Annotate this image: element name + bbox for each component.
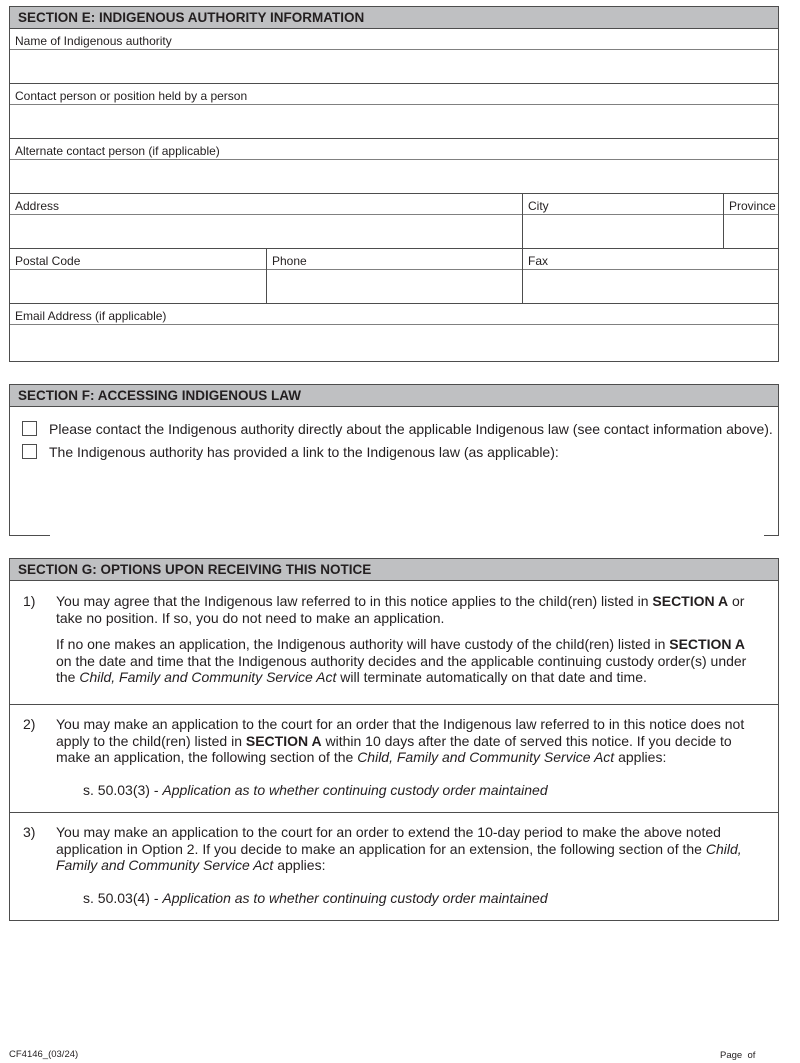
phone-label: Phone [267, 249, 522, 270]
contact-authority-label: Please contact the Indigenous authority directly about the applicable Indigenous law (see contact information above). [49, 420, 773, 437]
email-label: Email Address (if applicable) [10, 304, 778, 325]
postal-code-input[interactable] [10, 270, 266, 303]
option-2-number: 2) [23, 716, 36, 732]
contact-label: Contact person or position held by a person [10, 84, 778, 105]
text: applies: [273, 857, 326, 873]
link-provided-checkbox[interactable] [22, 444, 37, 459]
contact-cell [10, 84, 778, 138]
name-label: Name of Indigenous authority [10, 29, 778, 50]
section-a-ref: SECTION A [669, 636, 745, 652]
email-input[interactable] [10, 325, 778, 358]
option-3-paragraph [56, 824, 764, 874]
option-3-number: 3) [23, 824, 36, 840]
option-2-citation [56, 782, 764, 799]
postal-code-cell [10, 249, 267, 303]
section-a-ref: SECTION A [652, 593, 729, 609]
citation-section: s. 50.03(3) - [83, 781, 163, 798]
option-2-body [56, 716, 778, 812]
postal-code-label: Postal Code [10, 249, 266, 270]
address-label: Address [10, 194, 522, 215]
option-3-citation [56, 890, 764, 907]
page-number: Page of [720, 1050, 756, 1061]
text: If no one makes an application, the Indigenous authority will have custody of the child(ren) listed in [56, 636, 670, 652]
citation-title: Application as to whether continuing custody order maintained [162, 889, 548, 906]
name-row [10, 29, 778, 84]
text: You may agree that the Indigenous law referred to in this notice applies to the child(ren) listed in [56, 593, 653, 609]
text: will terminate automatically on that date and time. [336, 669, 647, 685]
text: applies: [614, 749, 667, 765]
address-cell [10, 194, 523, 248]
email-row [10, 304, 778, 358]
section-a-ref: SECTION A [245, 732, 322, 749]
section-e-indigenous-authority [9, 6, 779, 362]
option-3 [10, 813, 778, 906]
phone-cell [267, 249, 523, 303]
name-cell [10, 29, 778, 83]
indigenous-authority-name-input[interactable] [10, 50, 778, 83]
alternate-label: Alternate contact person (if applicable) [10, 139, 778, 160]
option-1-paragraph-2 [56, 636, 764, 686]
citation-section: s. 50.03(4) - [83, 889, 163, 906]
text: You may make an application to the court for an order that the Indigenous law referred to in this notice does not apply to the child(ren) listed in [56, 716, 745, 749]
section-g-title: SECTION G: OPTIONS UPON RECEIVING THIS NOTICE [10, 559, 778, 581]
email-cell [10, 304, 778, 358]
contact-row [10, 84, 778, 139]
section-f-accessing-law [9, 384, 779, 536]
link-provided-option [10, 440, 778, 463]
option-1 [10, 581, 778, 705]
alternate-contact-input[interactable] [10, 160, 778, 193]
text: within 10 days after the date of served this notice. If you decide to make an application, the following section of the [56, 732, 732, 765]
fax-cell [523, 249, 778, 303]
city-input[interactable] [523, 215, 723, 248]
contact-person-input[interactable] [10, 105, 778, 138]
address-row [10, 194, 778, 249]
act-title: Child, Family and Community Service Act [357, 749, 615, 765]
form-code: CF4146_(03/24) [9, 1049, 79, 1060]
province-label: Province [724, 194, 778, 215]
option-2 [10, 705, 778, 813]
section-g-options [9, 558, 779, 921]
text: You may make an application to the court for an order to extend the 10-day period to make the above noted application in Option 2. If you decide to make an application for an extension, the following section of the [56, 824, 721, 857]
contact-authority-checkbox[interactable] [22, 421, 37, 436]
section-f-title: SECTION F: ACCESSING INDIGENOUS LAW [10, 385, 778, 407]
indigenous-law-link-input[interactable] [50, 467, 764, 537]
option-1-body [56, 593, 778, 704]
option-1-number: 1) [23, 593, 36, 609]
contact-authority-option [10, 417, 778, 440]
option-1-paragraph-1 [56, 593, 764, 626]
postal-phone-fax-row [10, 249, 778, 304]
city-label: City [523, 194, 723, 215]
link-provided-label: The Indigenous authority has provided a link to the Indigenous law (as applicable): [49, 443, 559, 460]
city-cell [523, 194, 724, 248]
act-title: Child, Family and Community Service Act [56, 840, 742, 873]
alternate-cell [10, 139, 778, 193]
text: or take no position. If so, you do not need to make an application. [56, 593, 745, 626]
option-2-paragraph [56, 716, 764, 766]
phone-input[interactable] [267, 270, 522, 303]
province-cell [724, 194, 778, 248]
alternate-row [10, 139, 778, 194]
province-input[interactable] [724, 215, 778, 248]
fax-label: Fax [523, 249, 778, 270]
option-3-body [56, 824, 778, 906]
fax-input[interactable] [523, 270, 778, 303]
address-input[interactable] [10, 215, 522, 248]
section-e-title: SECTION E: INDIGENOUS AUTHORITY INFORMATION [10, 7, 778, 29]
act-title: Child, Family and Community Service Act [79, 669, 337, 685]
citation-title: Application as to whether continuing custody order maintained [162, 781, 548, 798]
text: on the date and time that the Indigenous authority decides and the applicable continuing custody order(s) under the [56, 652, 747, 685]
